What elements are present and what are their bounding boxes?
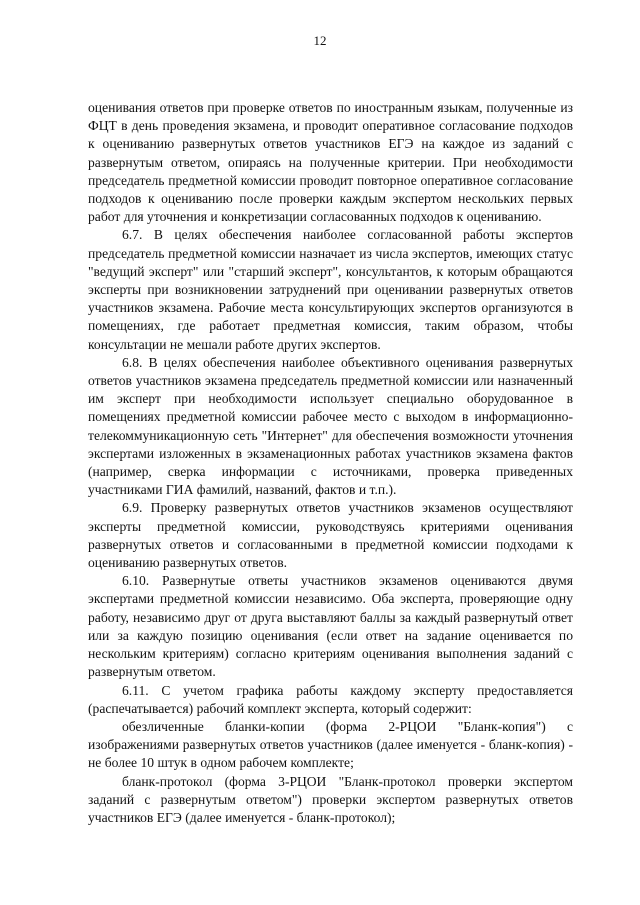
paragraph-6-8: 6.8. В целях обеспечения наиболее объективного оценивания развернутых ответов участников экзамена председатель предметной комиссии или назначенный им эксперт при необходимости использует специально оборудованное в помещениях предметной комиссии рабочее место с выходом в информационно-телекоммуникационную сеть "Интернет" для обеспечения возможности уточнения экспертами изложенных в экзаменационных работах участников экзамена фактов (например, сверка информации с источниками, проверка приведенных участниками ГИА фамилий, названий, фактов и т.п.). (88, 354, 573, 498)
paragraph-6-10: 6.10. Развернутые ответы участников экзаменов оцениваются двумя экспертами предметной комиссии независимо. Оба эксперта, проверяющие одну работу, независимо друг от друга выставляют баллы за каждый развернутый ответ или за каждую позицию оценивания (если ответ на задание оценивается по нескольким критериям) согласно критериям оценивания выполнения заданий с развернутым ответом. (88, 573, 573, 680)
paragraph-6-9: 6.9. Проверку развернутых ответов участников экзаменов осуществляют эксперты предметной комиссии, руководствуясь критериями оценивания развернутых ответов и согласованными в предметной комиссии подходами к оцениванию развернутых ответов. (88, 500, 573, 571)
document-body (88, 99, 573, 827)
list-item-blank-protocol: бланк-протокол (форма 3-РЦОИ "Бланк-протокол проверки экспертом заданий с развернутым ответом") проверки экспертом развернутых ответов участников ЕГЭ (далее именуется - бланк-протокол); (88, 773, 573, 825)
paragraph-6-11: 6.11. С учетом графика работы каждому эксперту предоставляется (распечатывается) рабочий комплект эксперта, который содержит: (88, 682, 573, 716)
list-item-blank-copies: обезличенные бланки-копии (форма 2-РЦОИ "Бланк-копия") с изображениями развернутых ответов участников (далее именуется - бланк-копия) - не более 10 штук в одном рабочем комплекте; (88, 718, 573, 771)
paragraph-6-7: 6.7. В целях обеспечения наиболее согласованной работы экспертов председатель предметной комиссии назначает из числа экспертов, имеющих статус "ведущий эксперт" или "старший эксперт", консультантов, к которым обращаются эксперты при возникновении затруднений при оценивании развернутых ответов участников экзамена. Рабочие места консультирующих экспертов организуются в помещениях, где работает предметная комиссия, таким образом, чтобы консультации не мешали работе других экспертов. (88, 227, 573, 352)
paragraph-continuation: оценивания ответов при проверке ответов по иностранным языкам, полученные из ФЦТ в день проведения экзамена, и проводит оперативное согласование подходов к оцениванию развернутых ответов участников ЕГЭ на каждое из заданий с развернутым ответом, опираясь на полученные критерии. При необходимости председатель предметной комиссии проводит повторное оперативное согласование подходов к оцениванию после проверки каждым экспертом нескольких первых работ для уточнения и конкретизации согласованных подходов к оцениванию. (88, 100, 573, 225)
page-number: 12 (313, 33, 327, 48)
